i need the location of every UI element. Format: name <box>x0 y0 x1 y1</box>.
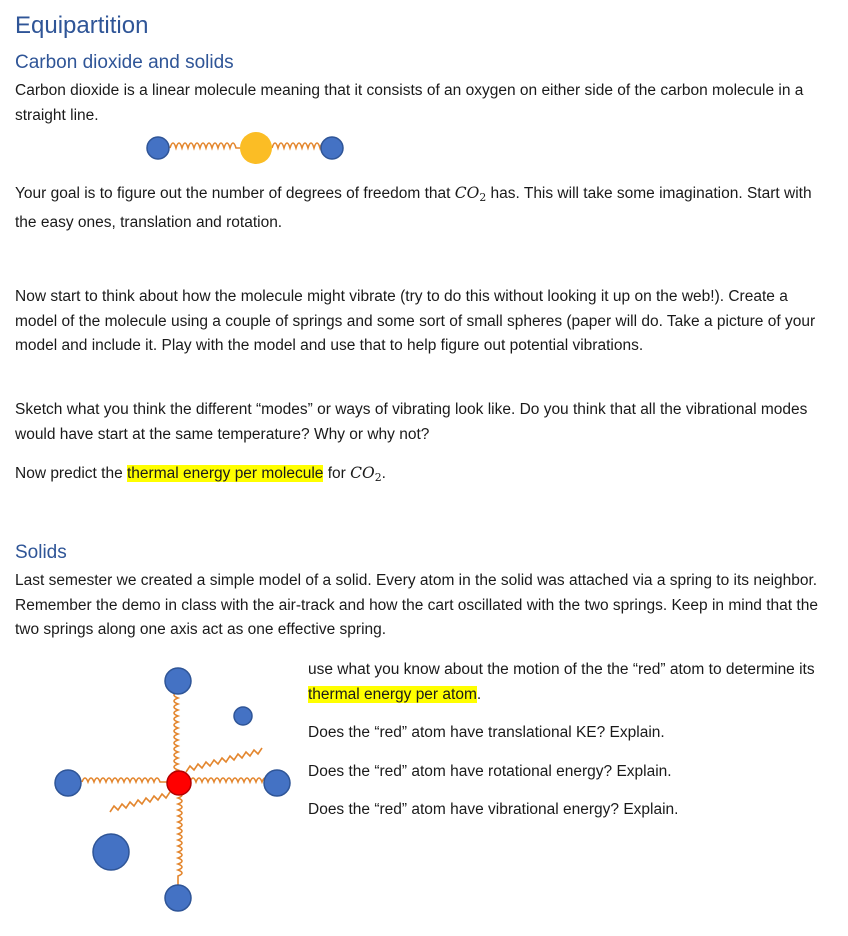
goal-text-pre: Your goal is to figure out the number of degrees of freedom that <box>15 185 455 202</box>
solids-intro-paragraph: Last semester we created a simple model of a solid. Every atom in the solid was attached via a spring to its neighbor. Remember the demo in class with the air-track and how the cart oscillated with the two springs. Keep in mind that the two springs along one axis act as one effective spring. <box>15 572 818 638</box>
horizontal-spring-left <box>82 778 168 782</box>
lattice-atom-front <box>93 834 129 870</box>
co2-formula: $CO_2$ <box>350 464 382 484</box>
co2-intro-paragraph: Carbon dioxide is a linear molecule meaning that it consists of an oxygen on either side of the carbon molecule in a straight line. <box>15 82 804 124</box>
highlight-thermal-energy-atom: thermal energy per atom <box>308 685 477 703</box>
sketch-paragraph: Sketch what you think the different “modes” or ways of vibrating look like. Do you think that all the vibrational modes would have start at the same temperature? Why or why not? <box>15 401 808 443</box>
predict-paragraph: Now predict the thermal energy per molecule for $CO_2$. <box>15 464 386 484</box>
question-translational: Does the “red” atom have translational KE? Explain. <box>308 724 665 741</box>
lattice-atom-left <box>55 770 81 796</box>
diagonal-spring-upper <box>186 748 262 772</box>
goal-text-post: has. This will take some imagination. Start with the easy ones, translation and rotation. <box>15 185 812 231</box>
co2-formula: $CO_2$ <box>454 184 487 204</box>
horizontal-spring-right <box>190 778 268 782</box>
section-heading-co2: Carbon dioxide and solids <box>15 52 234 73</box>
section-heading-solids: Solids <box>15 542 67 563</box>
highlight-thermal-energy-molecule: thermal energy per molecule <box>127 465 324 482</box>
page-title: Equipartition <box>15 12 149 39</box>
vertical-spring-bottom <box>178 792 182 886</box>
question-vibrational: Does the “red” atom have vibrational energy? Explain. <box>308 801 679 818</box>
diagonal-spring-lower <box>110 792 170 812</box>
lattice-atom-right <box>264 770 290 796</box>
use-paragraph: use what you know about the motion of the the “red” atom to determine its thermal energy per atom. <box>308 661 815 703</box>
lattice-atom-bottom <box>165 885 191 911</box>
question-rotational: Does the “red” atom have rotational energy? Explain. <box>308 763 672 780</box>
lattice-atom-back <box>234 707 252 725</box>
vertical-spring-top <box>174 692 178 776</box>
lattice-atom-top <box>165 668 191 694</box>
red-atom <box>167 771 191 795</box>
vibrate-paragraph: Now start to think about how the molecule might vibrate (try to do this without looking it up on the web!). Create a model of the molecule using a couple of springs and some sort of small spheres (paper will do. Take a picture of your model and include it. Play with the model and use that to help figure out potential vibrations. <box>15 288 816 354</box>
